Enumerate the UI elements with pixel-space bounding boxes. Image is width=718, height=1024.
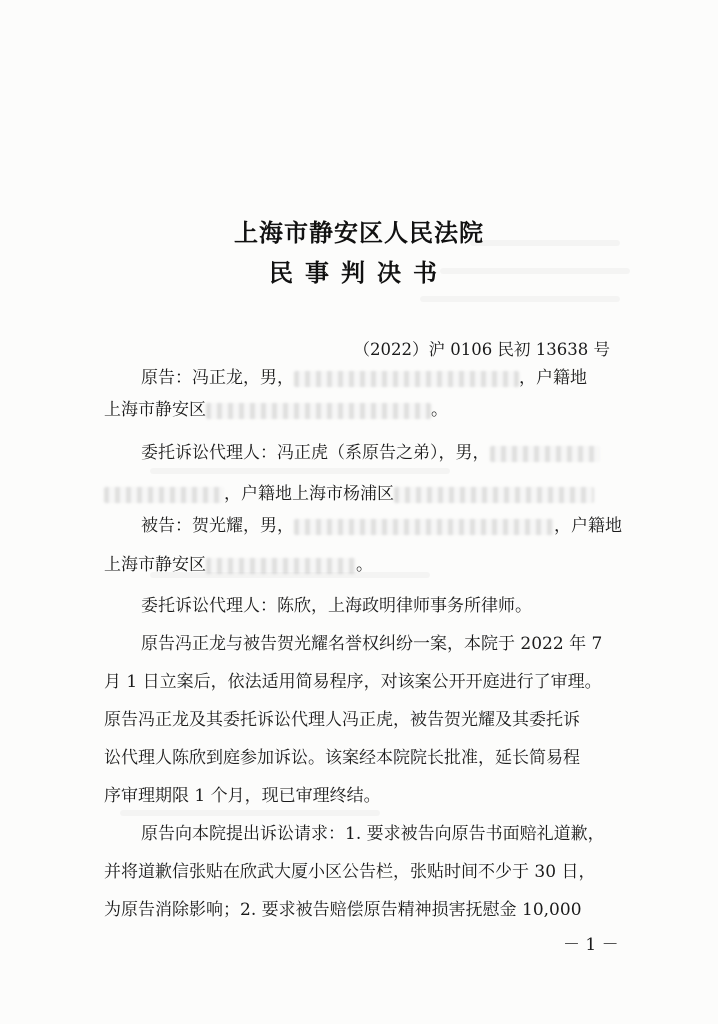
body-line (141, 632, 602, 656)
scan-artifact (120, 810, 380, 816)
body-line (104, 708, 580, 732)
plaintiff-agent-line-1 (141, 441, 600, 465)
case-number: （2022）沪 0106 民初 13638 号 (353, 340, 610, 359)
body-text: 序审理期限 1 个月，现已审理终结。 (104, 786, 381, 806)
claims-text: 原告向本院提出诉讼请求：1. 要求被告向原告书面赔礼道歉， (141, 824, 605, 844)
body-text: 讼代理人陈欣到庭参加诉讼。该案经本院院长批准，延长简易程 (104, 748, 580, 768)
body-text: 月 1 日立案后，依法适用简易程序，对该案公开开庭进行了审理。 (104, 672, 602, 692)
page-number-text: － 1 － (563, 935, 619, 955)
body-text: 原告冯正龙及其委托诉讼代理人冯正虎，被告贺光耀及其委托诉 (104, 710, 580, 730)
sentence-end: 。 (431, 400, 448, 420)
defendant-label: 被告：贺光耀，男， (141, 516, 294, 536)
redacted-text (294, 519, 554, 535)
claims-line (104, 860, 595, 884)
plaintiff-address-prefix: 上海市静安区 (104, 400, 206, 420)
claims-line (141, 822, 605, 846)
body-line (104, 746, 580, 770)
plaintiff-domicile-label: ，户籍地 (519, 368, 587, 388)
claims-text: 为原告消除影响；2. 要求被告赔偿原告精神损害抚慰金 10,000 (104, 900, 582, 920)
plaintiff-line-2 (104, 398, 448, 422)
body-text: 原告冯正龙与被告贺光耀名誉权纠纷一案，本院于 2022 年 7 (141, 634, 603, 654)
defendant-line-1 (141, 514, 622, 538)
redacted-text (490, 446, 600, 462)
defendant-address-prefix: 上海市静安区 (104, 555, 206, 575)
claims-text: 并将道歉信张贴在欣武大厦小区公告栏，张贴时间不少于 30 日， (104, 862, 596, 882)
redacted-text (294, 371, 519, 387)
claims-line (104, 898, 582, 922)
plaintiff-agent-domicile: ，户籍地上海市杨浦区 (224, 484, 394, 504)
defendant-domicile-label: ，户籍地 (554, 516, 622, 536)
redacted-text (104, 487, 224, 503)
plaintiff-agent-text: 委托诉讼代理人：冯正虎（系原告之弟），男， (141, 443, 490, 463)
plaintiff-label: 原告：冯正龙，男， (141, 368, 294, 388)
defendant-line-2 (104, 553, 373, 577)
scan-artifact (150, 468, 450, 474)
sentence-end: 。 (356, 555, 373, 575)
redacted-text (394, 487, 594, 503)
redacted-text (206, 558, 356, 574)
defendant-agent-line (141, 594, 532, 618)
document-type-title: 民事判决书 (269, 258, 449, 287)
body-line (104, 670, 602, 694)
scan-artifact (420, 296, 620, 302)
plaintiff-line-1 (141, 366, 587, 390)
defendant-agent-text: 委托诉讼代理人：陈欣，上海政明律师事务所律师。 (141, 596, 532, 616)
redacted-text (206, 403, 431, 419)
court-name: 上海市静安区人民法院 (234, 218, 484, 247)
plaintiff-agent-line-2 (104, 482, 594, 506)
body-line (104, 784, 381, 808)
